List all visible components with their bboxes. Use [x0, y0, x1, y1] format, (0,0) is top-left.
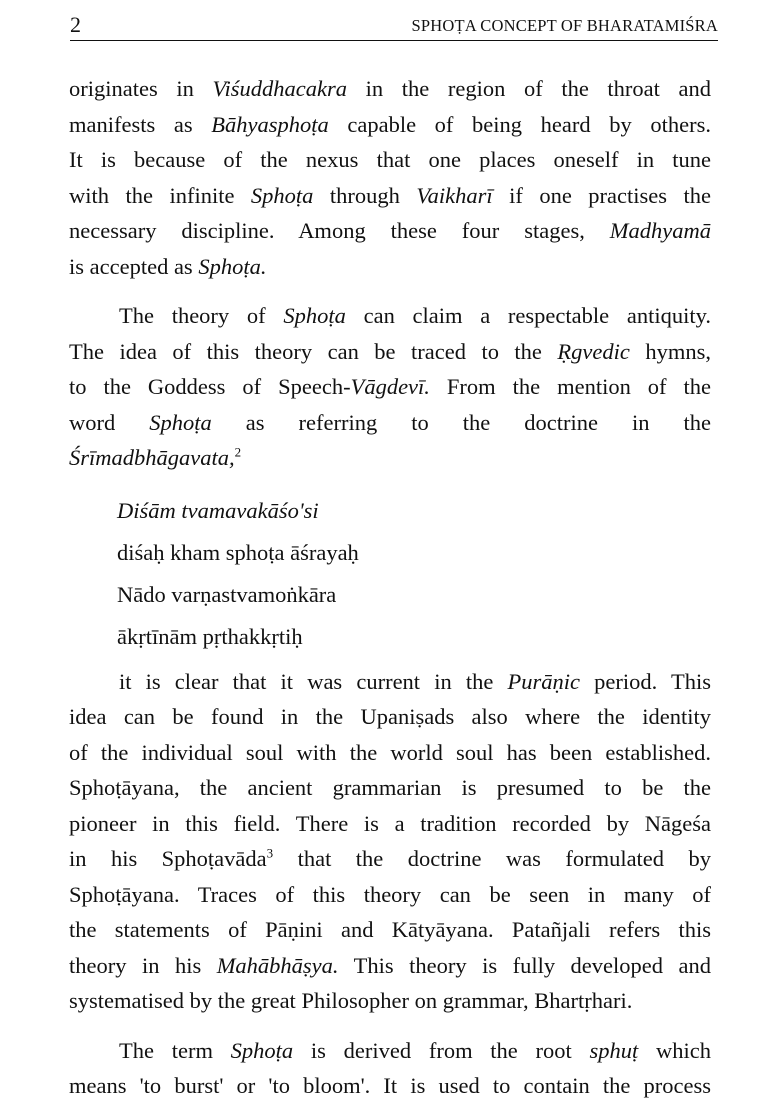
text-run: through [313, 182, 417, 208]
paragraph-gap [69, 284, 711, 298]
footnote-marker: 2 [234, 444, 242, 460]
paragraph-gap [69, 1019, 711, 1033]
paragraph-3 [69, 664, 711, 1019]
verse-line: ākṛtīnām pṛthakkṛtiḥ [117, 623, 303, 649]
text-line: the statements of Pāṇini and Kātyāyana. Patañjali refers this [69, 917, 711, 942]
running-title: SPHOṬA CONCEPT OF BHARATAMIŚRA [411, 16, 718, 35]
italic-term: Śrīmadbhāgavata, [69, 445, 235, 470]
text-run: if one practises the [492, 182, 711, 208]
running-header [70, 12, 718, 41]
text-run: in his Sphoṭavāda [69, 846, 267, 871]
italic-term: Sphoṭa. [198, 253, 267, 279]
text-run: originates in [69, 76, 213, 101]
text-line [69, 334, 711, 370]
text-run: that the doctrine was formulated by [273, 846, 711, 871]
text-run: as referring to the doctrine in the [211, 409, 711, 435]
text-run: to the Goddess of Speech- [69, 374, 351, 399]
text-line: of the individual soul with the world soul has been established. [69, 739, 711, 765]
text-run: can claim a respectable antiquity. [345, 303, 711, 328]
paragraph-1 [69, 71, 711, 284]
italic-term: Sphoṭa [250, 182, 314, 208]
verse-block [69, 490, 711, 658]
paragraph-2 [69, 298, 711, 476]
body-text [69, 71, 711, 1104]
italic-term: Sphoṭa [149, 409, 212, 435]
text-line: Sphoṭāyana. Traces of this theory can be seen in many of [69, 881, 711, 907]
text-run: is derived from the root [293, 1037, 590, 1063]
verse-gap [69, 476, 711, 490]
text-run: From the mention of the [429, 374, 711, 399]
text-line [69, 405, 711, 441]
italic-term: Ṛgvedic [557, 338, 630, 364]
verse-line: Nādo varṇastvamoṅkāra [117, 581, 337, 607]
text-run: The term [119, 1037, 231, 1063]
page-number: 2 [70, 12, 81, 37]
verse-line: diśaḥ kham sphoṭa āśrayaḥ [117, 539, 359, 565]
text-run: it is clear that it was current in the [119, 668, 508, 694]
text-line: systematised by the great Philosopher on grammar, Bhartṛhari. [69, 988, 633, 1013]
italic-verse: Diśām tvamavakāśo'si [117, 497, 319, 523]
text-line: means 'to burst' or 'to bloom'. It is used to contain the process [69, 1073, 711, 1098]
text-run: hymns, [629, 338, 711, 364]
italic-term: Bāhyasphoṭa [211, 111, 329, 137]
text-run: necessary discipline. Among these four stages, [69, 218, 610, 243]
italic-term: Sphoṭa [283, 303, 346, 328]
text-line [69, 948, 711, 984]
italic-term: Madhyamā [609, 218, 711, 243]
text-run: period. This [580, 668, 711, 694]
text-run: with the infinite [69, 182, 251, 208]
text-run: which [638, 1037, 711, 1063]
paragraph-4 [69, 1033, 711, 1104]
text-run: manifests as [69, 111, 212, 137]
text-run: The theory of [119, 303, 284, 328]
text-line [69, 841, 711, 877]
text-line: Sphoṭāyana, the ancient grammarian is presumed to be the [69, 775, 711, 800]
text-line [69, 369, 711, 405]
italic-term: Vāgdevī. [350, 374, 430, 399]
text-line [69, 71, 711, 107]
text-line: It is because of the nexus that one places oneself in tune [69, 147, 711, 172]
italic-term: Purāṇic [507, 668, 580, 694]
verse-line [69, 490, 711, 532]
text-line [69, 249, 711, 285]
text-run: is accepted as [69, 253, 199, 279]
text-line [69, 1033, 711, 1069]
italic-term: Vaikharī [416, 182, 493, 208]
text-run: The idea of this theory can be traced to the [69, 338, 558, 364]
italic-term: sphuṭ [589, 1037, 639, 1063]
text-run: in the region of the throat and [347, 76, 712, 101]
italic-term: Viśuddhacakra [212, 76, 348, 101]
text-line [69, 440, 711, 476]
footnote-marker: 3 [266, 845, 274, 861]
text-line: pioneer in this field. There is a tradition recorded by Nāgeśa [69, 810, 711, 836]
text-line [69, 107, 711, 143]
text-line [69, 664, 711, 700]
text-run: word [69, 409, 150, 435]
text-line: idea can be found in the Upaniṣads also where the identity [69, 704, 711, 729]
text-line [69, 213, 711, 249]
text-run: theory in his [69, 952, 217, 978]
text-line [69, 298, 711, 334]
text-run: capable of being heard by others. [328, 111, 711, 137]
italic-term: Mahābhāṣya. [216, 952, 339, 978]
text-run: This theory is fully developed and [338, 952, 711, 978]
italic-term: Sphoṭa [230, 1037, 294, 1063]
text-line [69, 178, 711, 214]
